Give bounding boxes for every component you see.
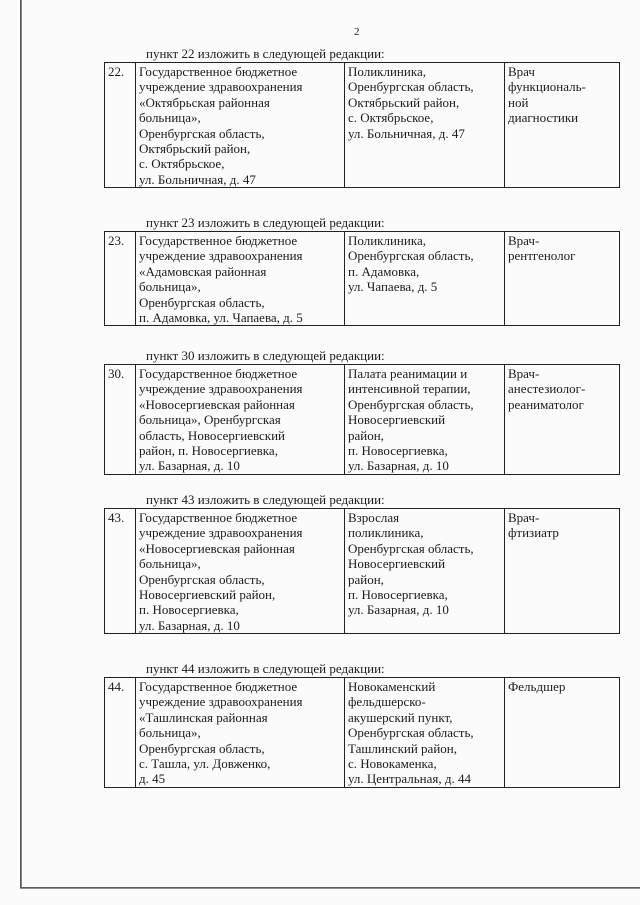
profession-line: Фельдшер	[508, 679, 566, 694]
amendment-intro: пункт 44 изложить в следующей редакции:	[146, 661, 385, 676]
workplace-line: ул. Чапаева, д. 5	[348, 279, 438, 295]
institution-line: п. Адамовка, ул. Чапаева, д. 5	[139, 310, 303, 326]
workplace-line: Поликлиника,	[348, 64, 426, 79]
institution-line: Государственное бюджетное	[139, 64, 298, 79]
institution-line: Новосергиевский район,	[139, 587, 276, 603]
workplace-line: с. Октябрьское,	[348, 110, 434, 126]
workplace-line: акушерский пункт,	[348, 709, 453, 725]
institution-line: учреждение здравоохранения	[139, 248, 303, 264]
institution-line: Оренбургская область,	[139, 294, 265, 310]
profession-line: Врач-	[508, 366, 540, 381]
workplace-line: поликлиника,	[348, 525, 424, 541]
table-row	[105, 63, 620, 188]
table-row	[105, 232, 620, 326]
workplace-line: п. Новосергиевка,	[348, 443, 448, 459]
profession-line: рентгенолог	[508, 248, 576, 264]
workplace-line: п. Адамовка,	[348, 263, 420, 279]
workplace-line: ул. Больничная, д. 47	[348, 125, 465, 141]
amendment-table	[104, 62, 620, 188]
page-number: 2	[354, 26, 360, 38]
institution-line: ул. Базарная, д. 10	[139, 458, 240, 474]
institution-cell	[136, 365, 345, 475]
institution-line: Октябрьский район,	[139, 141, 251, 157]
institution-cell	[136, 63, 345, 188]
profession-line: Врач	[508, 64, 535, 79]
workplace-line: интенсивной терапии,	[348, 381, 471, 397]
item-number: 30.	[105, 365, 136, 475]
workplace-line: Оренбургская область,	[348, 248, 474, 264]
workplace-cell	[345, 509, 505, 634]
institution-line: больница»,	[139, 279, 201, 295]
profession-line: анестезиолог-	[508, 381, 586, 397]
institution-line: «Октябрьская районная	[139, 94, 270, 110]
workplace-line: район,	[348, 427, 384, 443]
amendment-section	[104, 662, 619, 788]
workplace-line: с. Новокаменка,	[348, 756, 437, 772]
profession-line: ной	[508, 94, 529, 110]
profession-line: диагностики	[508, 110, 579, 126]
workplace-line: п. Новосергиевка,	[348, 587, 448, 603]
scan-edge-bottom	[20, 887, 640, 889]
workplace-line: Новосергиевский	[348, 556, 446, 572]
workplace-line: Новосергиевский	[348, 412, 446, 428]
institution-line: Оренбургская область,	[139, 571, 265, 587]
profession-cell	[505, 63, 620, 188]
institution-line: Государственное бюджетное	[139, 510, 298, 525]
item-number: 23.	[105, 232, 136, 326]
profession-line: Врач-	[508, 233, 540, 248]
profession-line: Врач-	[508, 510, 540, 525]
institution-line: район, п. Новосергиевка,	[139, 443, 278, 459]
scan-edge-left	[20, 0, 22, 889]
item-number: 44.	[105, 678, 136, 788]
workplace-line: ул. Базарная, д. 10	[348, 458, 449, 474]
amendment-intro: пункт 43 изложить в следующей редакции:	[146, 492, 385, 507]
institution-cell	[136, 678, 345, 788]
institution-line: учреждение здравоохранения	[139, 381, 303, 397]
institution-cell	[136, 232, 345, 326]
institution-line: «Новосергиевская районная	[139, 540, 295, 556]
institution-line: «Ташлинская районная	[139, 709, 268, 725]
profession-line: фтизиатр	[508, 525, 559, 541]
institution-line: Государственное бюджетное	[139, 679, 298, 694]
workplace-cell	[345, 63, 505, 188]
item-number: 22.	[105, 63, 136, 188]
amendment-intro: пункт 30 изложить в следующей редакции:	[146, 348, 385, 363]
table-row	[105, 678, 620, 788]
amendment-table	[104, 677, 620, 788]
table-row	[105, 365, 620, 475]
institution-line: учреждение здравоохранения	[139, 79, 303, 95]
profession-line: функциональ-	[508, 79, 586, 95]
workplace-cell	[345, 365, 505, 475]
workplace-line: Октябрьский район,	[348, 94, 460, 110]
amendment-table	[104, 231, 620, 326]
workplace-line: фельдшерско-	[348, 694, 426, 710]
institution-line: ул. Больничная, д. 47	[139, 171, 256, 187]
institution-line: учреждение здравоохранения	[139, 694, 303, 710]
workplace-line: Поликлиника,	[348, 233, 426, 248]
profession-cell	[505, 509, 620, 634]
institution-line: ул. Базарная, д. 10	[139, 617, 240, 633]
profession-line: реаниматолог	[508, 396, 584, 412]
institution-line: с. Октябрьское,	[139, 156, 225, 172]
institution-line: учреждение здравоохранения	[139, 525, 303, 541]
workplace-line: Оренбургская область,	[348, 540, 474, 556]
amendment-intro: пункт 22 изложить в следующей редакции:	[146, 46, 385, 61]
institution-line: Оренбургская область,	[139, 125, 265, 141]
institution-line: «Адамовская районная	[139, 263, 267, 279]
workplace-cell	[345, 232, 505, 326]
institution-line: больница»,	[139, 110, 201, 126]
workplace-line: Новокаменский	[348, 679, 436, 694]
amendment-table	[104, 364, 620, 475]
institution-line: больница», Оренбургская	[139, 412, 281, 428]
profession-cell	[505, 232, 620, 326]
profession-cell	[505, 678, 620, 788]
institution-line: д. 45	[139, 771, 166, 787]
institution-line: Государственное бюджетное	[139, 366, 298, 381]
amendment-table	[104, 508, 620, 634]
workplace-line: Ташлинский район,	[348, 740, 457, 756]
institution-line: Оренбургская область,	[139, 740, 265, 756]
workplace-line: ул. Базарная, д. 10	[348, 602, 449, 618]
amendment-section	[104, 493, 619, 634]
workplace-line: Оренбургская область,	[348, 79, 474, 95]
institution-line: п. Новосергиевка,	[139, 602, 239, 618]
institution-line: Государственное бюджетное	[139, 233, 298, 248]
amendment-section	[104, 349, 619, 475]
institution-line: больница»,	[139, 725, 201, 741]
amendment-section	[104, 216, 619, 326]
workplace-cell	[345, 678, 505, 788]
amendment-intro: пункт 23 изложить в следующей редакции:	[146, 215, 385, 230]
institution-cell	[136, 509, 345, 634]
institution-line: с. Ташла, ул. Довженко,	[139, 756, 271, 772]
amendment-section	[104, 47, 619, 188]
institution-line: больница»,	[139, 556, 201, 572]
workplace-line: Оренбургская область,	[348, 725, 474, 741]
workplace-line: район,	[348, 571, 384, 587]
item-number: 43.	[105, 509, 136, 634]
workplace-line: ул. Центральная, д. 44	[348, 771, 471, 787]
institution-line: область, Новосергиевский	[139, 427, 286, 443]
table-row	[105, 509, 620, 634]
workplace-line: Палата реанимации и	[348, 366, 468, 381]
workplace-line: Оренбургская область,	[348, 396, 474, 412]
workplace-line: Взрослая	[348, 510, 400, 525]
institution-line: «Новосергиевская районная	[139, 396, 295, 412]
profession-cell	[505, 365, 620, 475]
